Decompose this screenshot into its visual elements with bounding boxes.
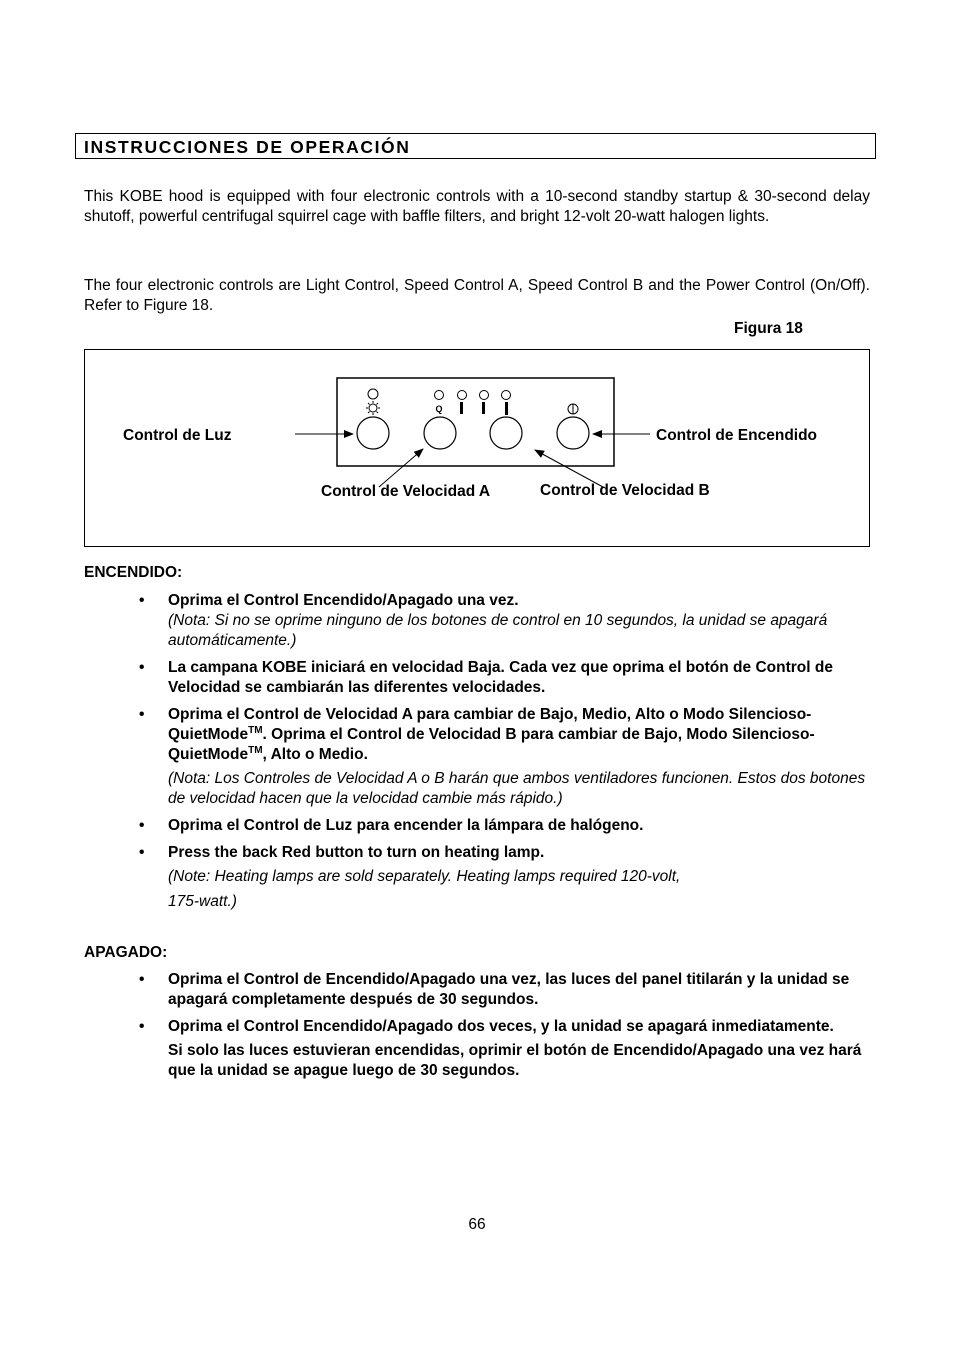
speed-low-icon [460,402,463,414]
list-item: • Oprima el Control de Velocidad A para cambiar de Bajo, Medio, Alto o Modo Silencioso-QuietMode™. Oprima el Control de Velocidad B para cambiar de Bajo, Modo Silencioso-QuietMode™, Alto o Medio. (Nota: Los Controles de Velocidad A o B harán que ambos ventiladores funcionen. Estos dos botones de velocidad hacen que la velocidad cambie más rápido.) [139,706,866,807]
list-item: • Press the back Red button to turn on heating lamp. (Note: Heating lamps are sold separately. Heating lamps required 120-volt, 175-watt.) [139,844,681,910]
encendido-title: ENCENDIDO: [84,564,183,581]
control-panel-diagram [85,350,871,548]
callout-speed-a: Control de Velocidad A [321,483,491,500]
list-item: • Oprima el Control Encendido/Apagado una vez. (Nota: Si no se oprime ninguno de los botones de control en 10 segundos, la unidad se apagará automáticamente.) [139,592,828,649]
encendido-list [84,591,870,912]
list-item: • La campana KOBE iniciará en velocidad Baja. Cada vez que oprima el botón de Control de Velocidad se cambiarán las diferentes velocidades. [139,659,833,696]
apagado-title: APAGADO: [84,944,168,961]
callout-light-control: Control de Luz [123,427,232,444]
speed-b-button[interactable] [490,417,522,449]
callout-speed-b: Control de Velocidad B [540,482,710,499]
section-heading-box [75,133,876,159]
figure-18 [84,349,870,547]
list-item: • Oprima el Control de Encendido/Apagado una vez, las luces del panel titilarán y la unidad se apagará completamente después de 30 segundos. [139,971,850,1008]
speed-a-button[interactable] [424,417,456,449]
speed-high-icon [505,402,508,415]
list-item: • Oprima el Control Encendido/Apagado dos veces, y la unidad se apagará inmediatamente. Si solo las luces estuvieran encendidas, oprimir el botón de Encendido/Apagado una vez hará que la unidad se apague luego de 30 segundos. [139,1018,862,1079]
callout-power-control: Control de Encendido [656,427,818,444]
section-heading: INSTRUCCIONES DE OPERACIÓN [84,137,411,157]
light-control-button[interactable] [357,417,389,449]
list-item: • Oprima el Control de Luz para encender la lámpara de halógeno. [139,817,644,834]
apagado-list [84,970,870,1081]
figure-label: Figura 18 [734,320,803,337]
power-control-button[interactable] [557,417,589,449]
intro-paragraph-1: This KOBE hood is equipped with four electronic controls with a 10-second standby startup & 30-second delay shutoff, powerful centrifugal squirrel cage with baffle filters, and bright 12-volt 20-watt halogen lights. [84,188,870,225]
speed-mid-icon [482,402,485,414]
quiet-mode-icon: Q [435,404,443,414]
page-number: 66 [468,1216,486,1233]
intro-paragraph-2: The four electronic controls are Light Control, Speed Control A, Speed Control B and the Power Control (On/Off). Refer to Figure 18. [84,277,870,314]
